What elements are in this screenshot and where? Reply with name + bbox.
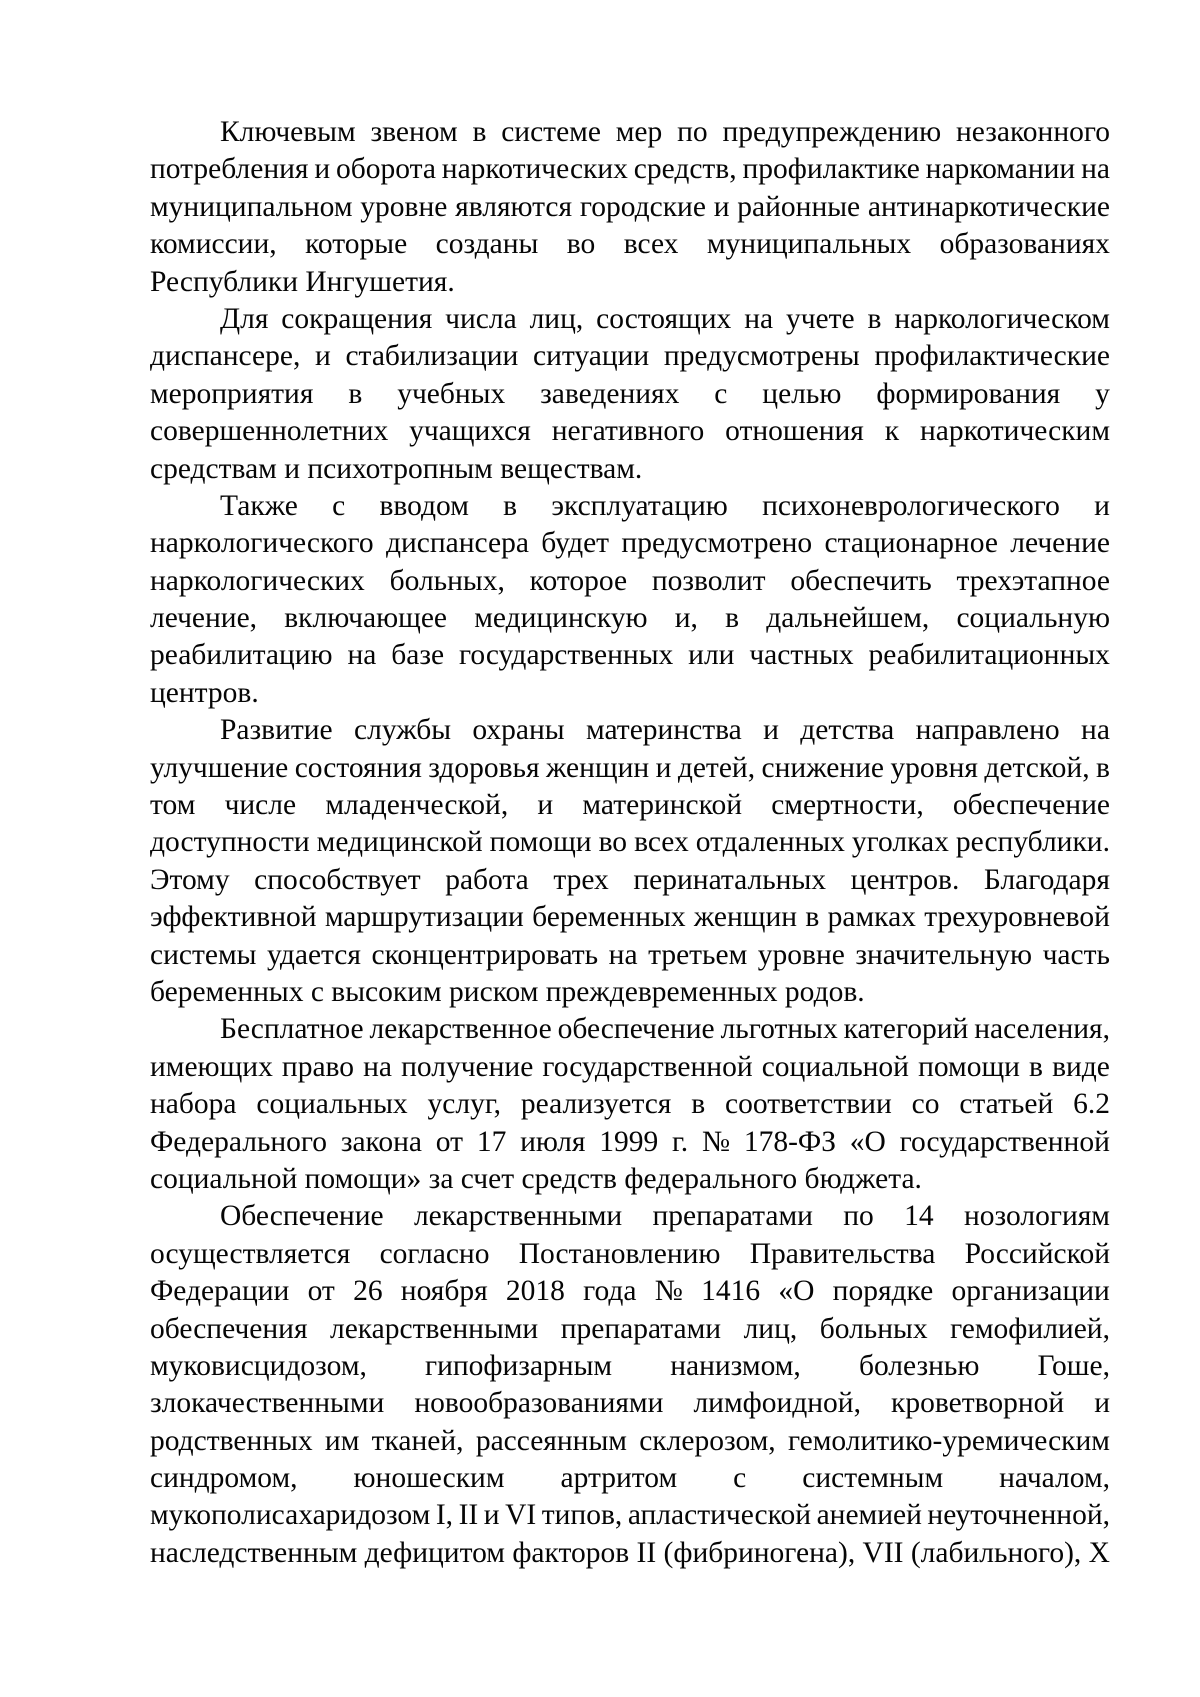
- text-line: [150, 563, 1110, 600]
- word: состояния: [294, 751, 422, 784]
- word: (лабильного),: [910, 1536, 1082, 1569]
- word: предусмотрено: [621, 527, 813, 560]
- word: младенческой,: [325, 789, 509, 822]
- word: лечение: [1010, 527, 1110, 560]
- paragraph: [150, 114, 1110, 301]
- word: «О: [849, 1125, 886, 1158]
- word: которые: [305, 228, 408, 261]
- word: артритом: [560, 1462, 678, 1495]
- word: статьей: [959, 1088, 1054, 1121]
- word: формирования: [876, 377, 1061, 410]
- text-line: [150, 824, 1110, 861]
- text-line: [150, 114, 1110, 151]
- word: детей,: [677, 751, 756, 784]
- word: услуг,: [427, 1088, 502, 1121]
- word: Федерации: [150, 1275, 290, 1308]
- word: X: [1088, 1536, 1110, 1569]
- word: льготных: [720, 1013, 838, 1046]
- word: системы: [150, 938, 257, 971]
- word: материнства: [586, 714, 742, 747]
- word: незаконного: [955, 116, 1110, 148]
- word: мероприятия: [150, 377, 314, 410]
- text-line: [150, 151, 1110, 188]
- word: лекарственное: [369, 1013, 552, 1046]
- word: набора: [150, 1088, 237, 1121]
- word: муковисцидозом,: [150, 1349, 367, 1382]
- word: оборота: [335, 153, 436, 186]
- word: от: [435, 1125, 464, 1158]
- word: в: [348, 377, 363, 410]
- word: мукополисахаридозом: [150, 1499, 431, 1532]
- word: июля: [520, 1125, 586, 1158]
- word: службы: [354, 714, 452, 747]
- word: предусмотрены: [663, 340, 860, 373]
- word: являются: [455, 190, 573, 223]
- word: тканей,: [371, 1424, 464, 1457]
- word: социальную: [956, 602, 1110, 635]
- word: уровне: [757, 938, 845, 971]
- word: имеющих: [150, 1050, 273, 1083]
- word: дефицитом: [364, 1536, 505, 1569]
- word: болезнью: [858, 1349, 980, 1382]
- word: гемолитико-уремическим: [787, 1424, 1110, 1457]
- text-content: [150, 114, 1110, 1572]
- word: на: [744, 302, 774, 335]
- word: средств,: [633, 153, 737, 186]
- paragraph: [150, 301, 1110, 488]
- word: г.: [672, 1125, 689, 1158]
- text-line: [150, 189, 1110, 226]
- text-line: [150, 1124, 1110, 1161]
- word: детства: [800, 714, 895, 747]
- text-line: [150, 1497, 1110, 1534]
- word: женщин: [545, 751, 650, 784]
- text-line: [150, 750, 1110, 787]
- word: 26: [353, 1275, 383, 1308]
- word: (фибриногена),: [663, 1536, 856, 1569]
- word: рамках: [827, 901, 916, 934]
- word: помощи: [489, 826, 592, 859]
- word: социальной: [761, 1050, 909, 1083]
- text-line: [150, 712, 1110, 749]
- word: порядке: [832, 1275, 934, 1308]
- word: II: [458, 1499, 479, 1532]
- word: мер: [615, 116, 663, 148]
- word: синдромом,: [150, 1462, 298, 1495]
- word: и: [537, 789, 554, 822]
- word: материнской: [582, 789, 742, 822]
- word: улучшение: [150, 751, 289, 784]
- word: наследственным: [150, 1536, 358, 1569]
- word: вводом: [379, 489, 469, 522]
- word: рассеянным: [475, 1424, 627, 1457]
- word: у: [1095, 377, 1110, 410]
- word: лечение,: [150, 602, 258, 635]
- word: кроветворной: [891, 1387, 1065, 1420]
- word: и: [1094, 1387, 1110, 1420]
- word: реабилитационных: [868, 639, 1110, 672]
- word: числа: [445, 302, 517, 335]
- word: стабилизации: [345, 340, 519, 373]
- word: государственной: [899, 1125, 1110, 1158]
- word: помощи: [918, 1050, 1020, 1083]
- word: обеспечение: [557, 1013, 715, 1046]
- word: Российской: [964, 1237, 1110, 1270]
- text-line: [150, 1423, 1110, 1460]
- text-line: [150, 787, 1110, 824]
- word: и: [1094, 489, 1110, 522]
- word: со: [911, 1088, 940, 1121]
- word: снижение: [761, 751, 884, 784]
- word: системе: [501, 116, 601, 148]
- word: наркологических: [150, 564, 365, 597]
- word: системным: [802, 1462, 944, 1495]
- word: препаратами: [652, 1200, 813, 1233]
- word: больных,: [389, 564, 505, 597]
- word: женщин: [693, 901, 798, 934]
- word: реализуется: [520, 1088, 672, 1121]
- word: Гоше,: [1037, 1349, 1110, 1382]
- word: наркомании: [925, 153, 1076, 186]
- word: трех: [553, 863, 609, 896]
- word: злокачественными: [150, 1387, 385, 1420]
- word: VI: [505, 1499, 537, 1532]
- word: городские: [579, 190, 706, 223]
- word: виде: [1052, 1050, 1110, 1083]
- word: получение: [401, 1050, 534, 1083]
- word: «О: [778, 1275, 815, 1308]
- text-line: [150, 1311, 1110, 1348]
- word: диспансере,: [150, 340, 301, 373]
- word: в: [503, 489, 518, 522]
- word: в: [691, 1088, 706, 1121]
- word: Обеспечение: [220, 1200, 384, 1233]
- paragraph: [150, 1198, 1110, 1572]
- word: стационарное: [824, 527, 998, 560]
- text-line: [150, 376, 1110, 413]
- word: районные: [737, 190, 861, 223]
- word: том: [150, 789, 196, 822]
- word: государственной: [542, 1050, 753, 1083]
- word: склерозом,: [639, 1424, 776, 1457]
- word: и: [315, 340, 331, 373]
- word: республики.: [955, 826, 1110, 859]
- text-line: [150, 862, 1110, 899]
- word: созданы: [435, 228, 539, 261]
- word: по: [677, 116, 708, 148]
- word: образованиях: [939, 228, 1110, 261]
- text-line: [150, 937, 1110, 974]
- word: трехуровневой: [924, 901, 1110, 934]
- word: гемофилией,: [950, 1312, 1110, 1345]
- word: маршрутизации: [324, 901, 524, 934]
- text-line: [150, 1011, 1110, 1048]
- text-line: [150, 899, 1110, 936]
- word: охраны: [472, 714, 565, 747]
- word: ноября: [400, 1275, 488, 1308]
- word: организации: [951, 1275, 1110, 1308]
- word: обеспечение: [952, 789, 1110, 822]
- word: в: [1096, 751, 1110, 784]
- text-line: [150, 1460, 1110, 1497]
- word: осуществляется: [150, 1237, 351, 1270]
- word: учащихся: [409, 415, 531, 448]
- paragraph: [150, 1011, 1110, 1198]
- word: всех: [634, 826, 689, 859]
- word: уголках: [851, 826, 949, 859]
- text-line: [150, 1385, 1110, 1422]
- word: которое: [529, 564, 628, 597]
- word: неуточненной,: [927, 1499, 1110, 1532]
- word: лекарственными: [329, 1312, 539, 1345]
- word: соответствии: [725, 1088, 892, 1121]
- word: и: [483, 1499, 500, 1532]
- word: на: [1081, 153, 1110, 186]
- word: лекарственными: [413, 1200, 623, 1233]
- word: право: [281, 1050, 355, 1083]
- word: ситуации: [533, 340, 650, 373]
- word: негативного: [551, 415, 705, 448]
- word: Ключевым: [220, 116, 356, 148]
- word: II: [636, 1536, 657, 1569]
- word: 1416: [701, 1275, 761, 1308]
- word: муниципальных: [706, 228, 912, 261]
- word: нанизмом,: [670, 1349, 801, 1382]
- word: потребления: [150, 153, 309, 186]
- word: Правительства: [749, 1237, 936, 1270]
- word: на: [608, 938, 638, 971]
- word: удается: [266, 938, 361, 971]
- word: закона: [340, 1125, 423, 1158]
- word: в: [1029, 1050, 1043, 1083]
- word: на: [347, 639, 377, 672]
- word: частных: [749, 639, 854, 672]
- text-line: [150, 1198, 1110, 1235]
- word: наркологическом: [894, 302, 1110, 335]
- word: здоровья: [428, 751, 540, 784]
- text-line: [150, 1049, 1110, 1086]
- word: им: [324, 1424, 360, 1457]
- word: во: [566, 228, 596, 261]
- word: эксплуатацию: [551, 489, 728, 522]
- word: 6.2: [1073, 1088, 1110, 1121]
- word: к: [884, 415, 900, 448]
- word: во: [598, 826, 628, 859]
- word: с: [733, 1462, 747, 1495]
- word: в: [805, 901, 820, 934]
- word: антинаркотические: [867, 190, 1110, 223]
- word: центров.: [850, 863, 960, 896]
- word: анемией: [816, 1499, 922, 1532]
- word: числе: [224, 789, 297, 822]
- word: учебных: [397, 377, 506, 410]
- word: работа: [445, 863, 529, 896]
- word: в: [725, 602, 740, 635]
- text-line: [150, 301, 1110, 338]
- text-line: [150, 1086, 1110, 1123]
- word: больных: [819, 1312, 928, 1345]
- word: факторов: [512, 1536, 630, 1569]
- text-line: [150, 1348, 1110, 1385]
- word: апластической: [627, 1499, 812, 1532]
- word: предупреждению: [722, 116, 942, 148]
- word: обеспечить: [790, 564, 932, 597]
- word: от: [307, 1275, 335, 1308]
- word: согласно: [379, 1237, 490, 1270]
- word: позволит: [651, 564, 766, 597]
- word: детской,: [984, 751, 1090, 784]
- word: дальнейшем,: [766, 602, 930, 635]
- word: и: [713, 190, 730, 223]
- text-line: [150, 600, 1110, 637]
- word: нозологиям: [964, 1200, 1110, 1233]
- word: сокращения: [281, 302, 433, 335]
- word: 2018: [505, 1275, 565, 1308]
- word: комиссии,: [150, 228, 277, 261]
- word: отдаленных: [695, 826, 845, 859]
- word: базе: [391, 639, 445, 672]
- word: диспансера: [386, 527, 529, 560]
- word: по: [843, 1200, 874, 1233]
- word: Благодаря: [983, 863, 1110, 896]
- word: будет: [541, 527, 610, 560]
- word: направлено: [915, 714, 1060, 747]
- word: заведениях: [540, 377, 680, 410]
- text-line: [150, 226, 1110, 263]
- word: уровня: [890, 751, 978, 784]
- word: всех: [623, 228, 679, 261]
- word: или: [688, 639, 735, 672]
- word: наркотическим: [919, 415, 1110, 448]
- word: препаратами: [560, 1312, 722, 1345]
- word: психоневрологического: [762, 489, 1060, 522]
- word: наркологического: [150, 527, 374, 560]
- word: профилактике: [742, 153, 920, 186]
- word: уровне: [360, 190, 448, 223]
- word: и: [763, 714, 779, 747]
- text-line: [150, 1535, 1110, 1572]
- word: Бесплатное: [220, 1013, 364, 1046]
- word: Федерального: [150, 1125, 328, 1158]
- word: типов,: [541, 1499, 623, 1532]
- word: совершеннолетних: [150, 415, 389, 448]
- word: в: [472, 116, 487, 148]
- word: родственных: [150, 1424, 313, 1457]
- word: беременных: [532, 901, 686, 934]
- paragraph: [150, 488, 1110, 712]
- word: значительную: [855, 938, 1033, 971]
- word: доступности: [150, 826, 310, 859]
- word: учете: [785, 302, 855, 335]
- word: I,: [435, 1499, 454, 1532]
- word: муниципальном: [150, 190, 353, 223]
- word: профилактические: [874, 340, 1110, 373]
- paragraph: [150, 712, 1110, 1011]
- word: началом,: [999, 1462, 1110, 1495]
- word: 178-ФЗ: [743, 1125, 837, 1158]
- word: с: [714, 377, 728, 410]
- text-line: [150, 413, 1110, 450]
- text-line: [150, 488, 1110, 525]
- word: №: [654, 1275, 683, 1308]
- word: трехэтапное: [956, 564, 1110, 597]
- text-line: [150, 525, 1110, 562]
- word: категорий: [843, 1013, 969, 1046]
- word: Для: [220, 302, 269, 335]
- word: сконцентрировать: [371, 938, 599, 971]
- text-line: [150, 1273, 1110, 1310]
- word: VII: [862, 1536, 904, 1569]
- word: лимфоидной,: [693, 1387, 861, 1420]
- word: на: [1081, 714, 1110, 747]
- word: новообразованиями: [414, 1387, 664, 1420]
- text-line: Республики Ингушетия.: [150, 265, 455, 298]
- word: юношеским: [353, 1462, 505, 1495]
- word: 17: [476, 1125, 507, 1158]
- word: №: [701, 1125, 731, 1158]
- word: Также: [220, 489, 298, 522]
- word: и: [314, 153, 331, 186]
- word: перинатальных: [633, 863, 827, 896]
- word: способствует: [254, 863, 421, 896]
- word: целью: [762, 377, 842, 410]
- word: и: [655, 751, 672, 784]
- text-line: средствам и психотропным веществам.: [150, 452, 643, 485]
- word: на: [363, 1050, 392, 1083]
- word: Постановлению: [518, 1237, 721, 1270]
- word: лиц,: [529, 302, 584, 335]
- word: в: [867, 302, 882, 335]
- word: лиц,: [743, 1312, 798, 1345]
- word: обеспечения: [150, 1312, 308, 1345]
- word: населения,: [974, 1013, 1110, 1046]
- text-line: центров.: [150, 676, 259, 709]
- word: отношения: [725, 415, 864, 448]
- word: эффективной: [150, 901, 317, 934]
- word: смертности,: [771, 789, 924, 822]
- word: и,: [674, 602, 698, 635]
- word: наркотических: [441, 153, 628, 186]
- word: звеном: [370, 116, 458, 148]
- word: медицинской: [316, 826, 483, 859]
- text-line: социальной помощи» за счет средств федерального бюджета.: [150, 1162, 922, 1195]
- text-line: беременных с высоким риском преждевременных родов.: [150, 975, 865, 1008]
- word: гипофизарным: [424, 1349, 613, 1382]
- word: Развитие: [220, 714, 333, 747]
- word: медицинскую: [474, 602, 648, 635]
- word: состоящих: [596, 302, 732, 335]
- word: включающее: [284, 602, 448, 635]
- word: реабилитацию: [150, 639, 333, 672]
- word: третьем: [648, 938, 748, 971]
- text-line: [150, 637, 1110, 674]
- text-line: [150, 1236, 1110, 1273]
- text-line: [150, 338, 1110, 375]
- word: Этому: [150, 863, 230, 896]
- word: 1999: [599, 1125, 659, 1158]
- word: государственных: [458, 639, 674, 672]
- word: с: [332, 489, 346, 522]
- word: 14: [904, 1200, 934, 1233]
- word: социальных: [256, 1088, 408, 1121]
- word: часть: [1042, 938, 1110, 971]
- word: года: [583, 1275, 637, 1308]
